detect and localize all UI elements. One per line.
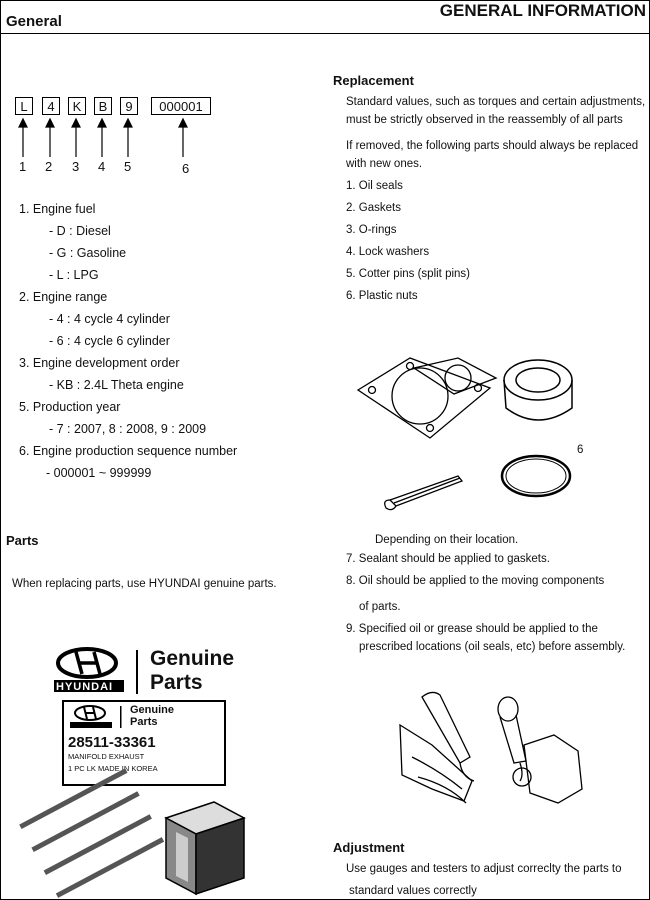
code-box-dev-order-1: K: [68, 97, 86, 115]
list-item: 6. Plastic nuts: [346, 290, 418, 302]
location-note: Depending on their location.: [375, 534, 519, 546]
list-item: 6. Engine production sequence number: [19, 444, 238, 458]
code-number-2: 2: [45, 159, 53, 174]
list-item: - 6 : 4 cycle 6 cylinder: [49, 334, 170, 348]
code-box-sequence: 000001: [151, 97, 211, 115]
code-number-5: 5: [124, 159, 132, 174]
genuine-parts-packaging-illustration: [38, 790, 248, 896]
list-item: - L : LPG: [49, 268, 99, 282]
replacement-text: If removed, the following parts should always be replaced: [346, 140, 639, 152]
part-number: 28511-33361: [68, 734, 156, 751]
list-item: 5. Production year: [19, 400, 121, 414]
card-genuine-label: Genuine: [130, 704, 175, 716]
code-number-6: 6: [182, 161, 190, 176]
figure-label-6: 6: [577, 444, 584, 456]
list-item: of parts.: [359, 601, 401, 613]
list-item: 5. Cotter pins (split pins): [346, 268, 470, 280]
code-number-4: 4: [98, 159, 106, 174]
code-box-year: 9: [120, 97, 138, 115]
parts-text: When replacing parts, use HYUNDAI genuine parts.: [12, 578, 277, 590]
part-qty-line: 1 PC LK MADE IN KOREA: [68, 764, 158, 773]
replacement-text: with new ones.: [346, 158, 423, 170]
card-parts-label: Parts: [130, 716, 158, 728]
list-item: 8. Oil should be applied to the moving components: [346, 575, 605, 587]
parts-label: Parts: [150, 671, 203, 694]
adjustment-text: Use gauges and testers to adjust correclty the parts to: [346, 863, 622, 875]
list-item: - G : Gasoline: [49, 246, 127, 260]
section-title-adjustment: Adjustment: [333, 840, 405, 855]
list-item: - 7 : 2007, 8 : 2008, 9 : 2009: [49, 422, 207, 436]
list-item: 3. O-rings: [346, 224, 397, 236]
list-item: 1. Oil seals: [346, 180, 403, 192]
replacement-text: must be strictly observed in the reassembly of all parts: [346, 114, 623, 126]
genuine-label: Genuine: [150, 647, 235, 670]
part-description: MANIFOLD EXHAUST: [68, 752, 145, 761]
list-item: 4. Lock washers: [346, 246, 430, 258]
code-box-dev-order-2: B: [94, 97, 112, 115]
section-title-replacement: Replacement: [333, 73, 414, 88]
replacement-text: Standard values, such as torques and certain adjustments,: [346, 96, 646, 108]
code-box-fuel: L: [15, 97, 33, 115]
list-item: prescribed locations (oil seals, etc) before assembly.: [359, 641, 626, 653]
replacement-parts-illustration: [350, 350, 590, 510]
list-item: 1. Engine fuel: [19, 202, 96, 216]
list-item: - 000001 ~ 999999: [46, 466, 152, 480]
list-item: 3. Engine development order: [19, 356, 180, 370]
oil-application-illustration: [392, 685, 592, 815]
code-number-1: 1: [19, 159, 27, 174]
section-title-general: General: [6, 13, 62, 30]
list-item: - 4 : 4 cycle 4 cylinder: [49, 312, 170, 326]
section-title-parts: Parts: [6, 533, 39, 548]
code-box-range: 4: [42, 97, 60, 115]
hyundai-small-logo-icon: [68, 704, 128, 730]
list-item: 2. Engine range: [19, 290, 108, 304]
list-item: - D : Diesel: [49, 224, 111, 238]
adjustment-text: standard values correctly: [349, 885, 477, 897]
list-item: 7. Sealant should be applied to gaskets.: [346, 553, 550, 565]
list-item: - KB : 2.4L Theta engine: [49, 378, 184, 392]
hyundai-brand-text: HYUNDAI: [56, 681, 114, 693]
page-title: GENERAL INFORMATION: [439, 1, 646, 20]
code-number-3: 3: [72, 159, 80, 174]
list-item: 2. Gaskets: [346, 202, 401, 214]
list-item: 9. Specified oil or grease should be applied to the: [346, 623, 598, 635]
